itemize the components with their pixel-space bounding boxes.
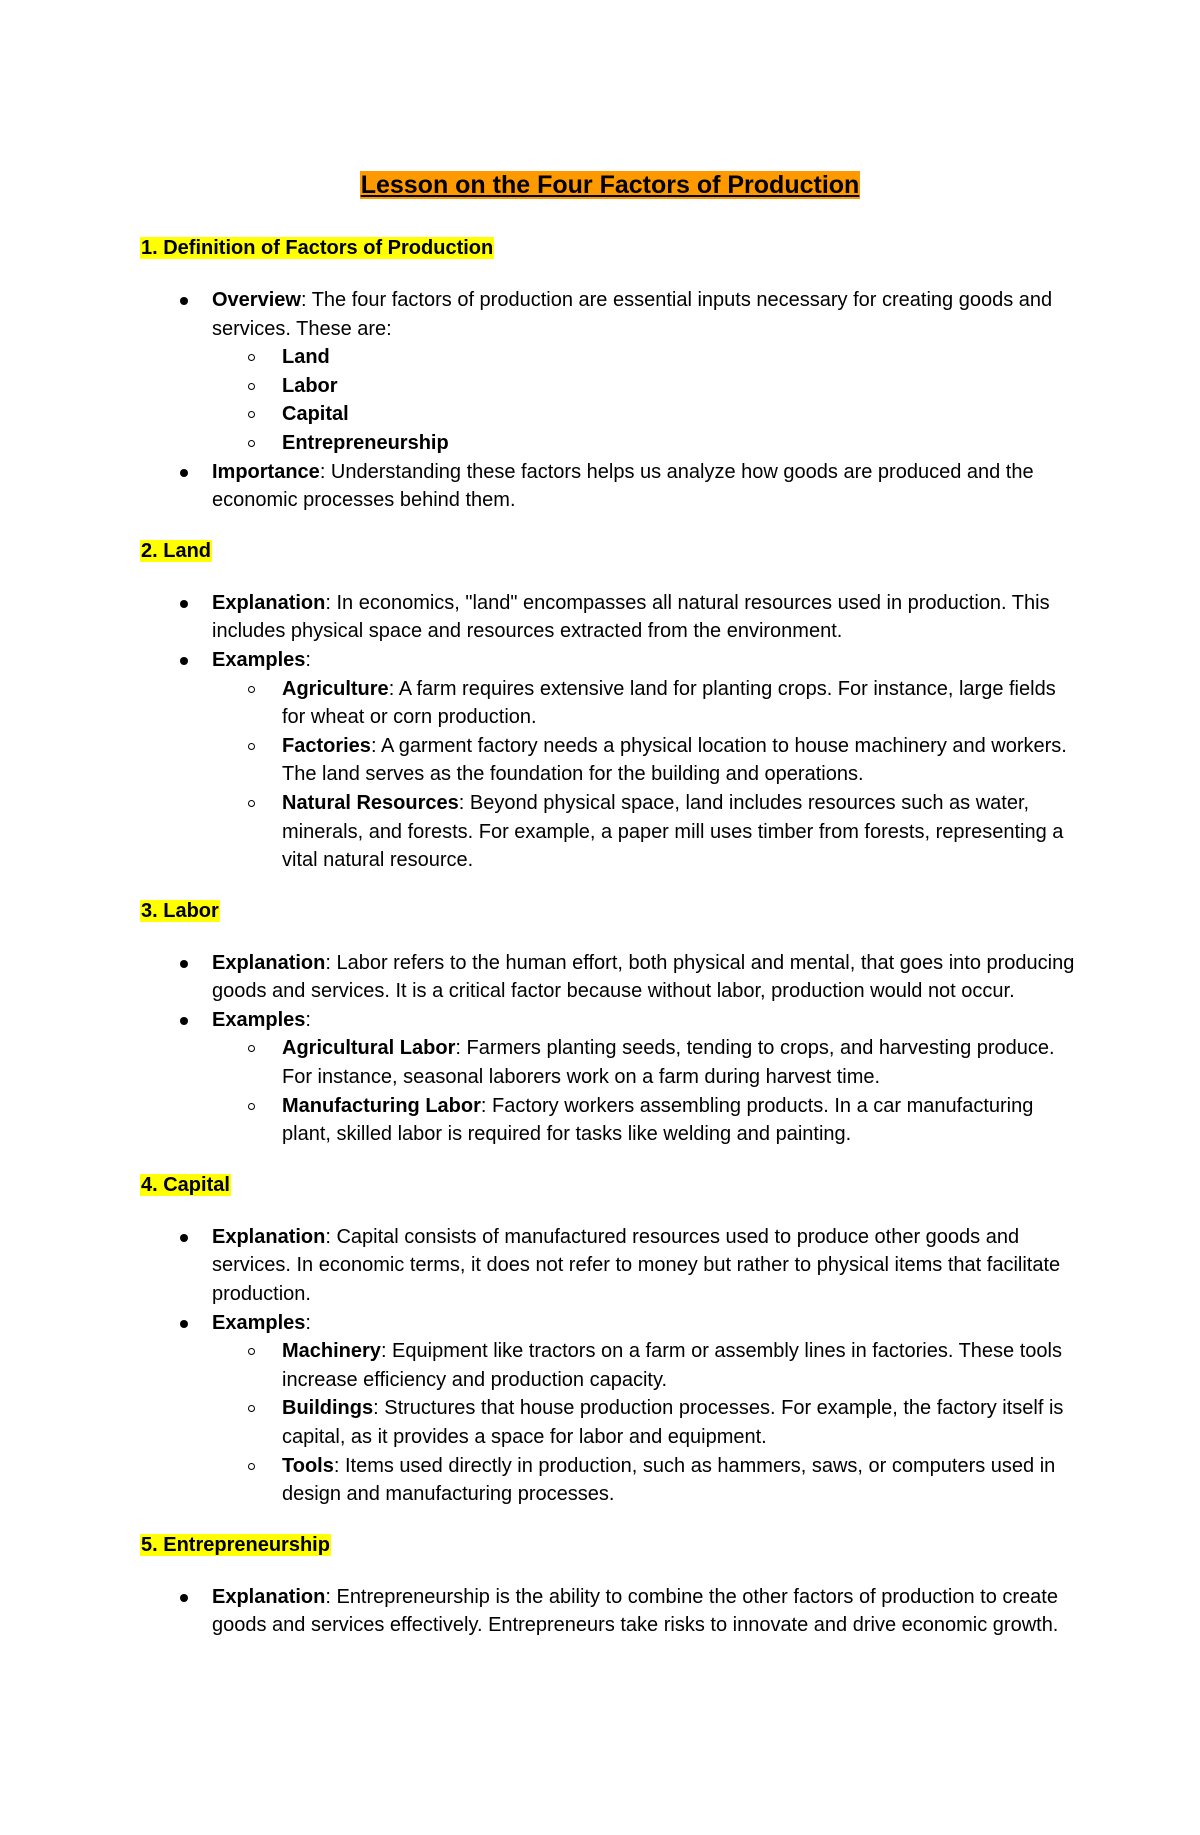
item-text: : — [305, 648, 311, 671]
section-heading-text: 5. Entrepreneurship — [141, 1533, 330, 1556]
bullet-dot-icon — [180, 469, 188, 477]
hollow-circle-icon — [248, 800, 255, 807]
sub-item-text: : Structures that house production processes. For example, the factory itself is capital, as it provides a space for labor and equipment. — [282, 1397, 1064, 1448]
bullet-dot-icon — [180, 600, 188, 608]
item-text: : — [305, 1008, 311, 1031]
bullet-dot-icon — [180, 297, 188, 305]
section-heading — [140, 537, 1080, 565]
section-heading-text: 2. Land — [141, 539, 212, 562]
hollow-circle-icon — [248, 686, 255, 693]
sub-item-text: : Farmers planting seeds, tending to crops, and harvesting produce. For instance, seasonal laborers work on a farm during harvest time. — [282, 1037, 1055, 1089]
section-heading — [140, 897, 1080, 925]
item-text: : — [305, 1311, 311, 1334]
sub-item-term: Buildings — [282, 1397, 374, 1420]
item-term: Examples — [212, 1008, 306, 1031]
list-item — [140, 646, 1080, 875]
sub-list-item — [210, 1034, 1080, 1091]
list-item — [140, 949, 1080, 1006]
document-title — [140, 168, 1080, 202]
sub-list-item — [210, 1337, 1080, 1394]
sub-item-term: Manufacturing Labor — [282, 1094, 481, 1117]
sub-item-term: Natural Resources — [282, 791, 459, 814]
item-term: Explanation — [212, 591, 326, 614]
sub-item-text: : Factory workers assembling products. In a car manufacturing plant, skilled labor is required for tasks like welding and painting. — [282, 1094, 1034, 1146]
item-text: : Capital consists of manufactured resources used to produce other goods and services. In economic terms, it does not refer to money but rather to physical items that facilitate production. — [212, 1225, 1061, 1306]
item-text: : Labor refers to the human effort, both physical and mental, that goes into producing goods and services. It is a critical factor because without labor, production would not occur. — [212, 951, 1075, 1003]
sub-list-item — [210, 400, 1080, 429]
item-text: : Understanding these factors helps us analyze how goods are produced and the economic processes behind them. — [212, 460, 1034, 512]
list-item — [140, 1583, 1080, 1640]
sub-list-item — [210, 789, 1080, 875]
sub-bullet-list — [212, 675, 1080, 875]
sub-list-item — [210, 675, 1080, 732]
item-text: : Entrepreneurship is the ability to combine the other factors of production to create goods and services effectively. Entrepreneurs take risks to innovate and drive economic growth. — [212, 1585, 1059, 1637]
list-item — [140, 1223, 1080, 1309]
sub-item-term: Entrepreneurship — [282, 431, 449, 454]
item-term: Importance — [212, 460, 320, 483]
hollow-circle-icon — [248, 383, 255, 390]
item-term: Explanation — [212, 1225, 326, 1248]
sub-item-term: Capital — [282, 403, 349, 426]
list-item — [140, 286, 1080, 458]
hollow-circle-icon — [248, 1405, 255, 1412]
bullet-list — [140, 1223, 1080, 1509]
bullet-list — [140, 286, 1080, 515]
sub-list-item — [210, 1452, 1080, 1509]
sub-list-item — [210, 1092, 1080, 1149]
sub-item-term: Agriculture — [282, 677, 389, 700]
item-term: Overview — [212, 289, 301, 311]
bullet-list — [140, 589, 1080, 875]
sub-item-text: : A garment factory needs a physical location to house machinery and workers. The land serves as the foundation for the building and operations. — [282, 734, 1067, 786]
sub-item-term: Factories — [282, 734, 371, 757]
item-text: : In economics, "land" encompasses all natural resources used in production. This includes physical space and resources extracted from the environment. — [212, 591, 1050, 643]
sub-bullet-list — [212, 343, 1080, 457]
list-item — [140, 1006, 1080, 1149]
section-heading — [140, 1171, 1080, 1199]
item-term: Explanation — [212, 1585, 326, 1608]
sub-item-text: : A farm requires extensive land for planting crops. For instance, large fields for wheat or corn production. — [282, 677, 1056, 729]
hollow-circle-icon — [248, 354, 255, 361]
bullet-list — [140, 949, 1080, 1149]
bullet-list — [140, 1583, 1080, 1640]
list-item — [140, 589, 1080, 646]
sub-bullet-list — [212, 1337, 1080, 1509]
item-text: : The four factors of production are essential inputs necessary for creating goods and services. These are: — [212, 289, 1053, 340]
section-heading-text: 4. Capital — [141, 1173, 230, 1196]
bullet-dot-icon — [180, 960, 188, 968]
section-heading — [140, 1531, 1080, 1559]
sub-list-item — [210, 429, 1080, 458]
sub-list-item — [210, 732, 1080, 789]
sub-item-text: : Equipment like tractors on a farm or assembly lines in factories. These tools increase efficiency and production capacity. — [282, 1340, 1062, 1391]
bullet-dot-icon — [180, 1320, 188, 1328]
list-item — [140, 1309, 1080, 1509]
bullet-dot-icon — [180, 1594, 188, 1602]
document-title-text: Lesson on the Four Factors of Production — [360, 171, 860, 199]
sub-item-text: : Beyond physical space, land includes resources such as water, minerals, and forests. For example, a paper mill uses timber from forests, representing a vital natural resource. — [282, 791, 1064, 872]
hollow-circle-icon — [248, 1045, 255, 1052]
sub-item-term: Agricultural Labor — [282, 1037, 456, 1060]
sub-item-text: : Items used directly in production, such as hammers, saws, or computers used in design and manufacturing processes. — [282, 1454, 1056, 1506]
item-term: Examples — [212, 648, 306, 671]
sub-item-term: Land — [282, 346, 330, 369]
document-page — [140, 160, 1080, 1662]
hollow-circle-icon — [248, 1103, 255, 1110]
section-heading-text: 1. Definition of Factors of Production — [141, 237, 494, 259]
bullet-dot-icon — [180, 657, 188, 665]
sub-item-term: Labor — [282, 374, 338, 397]
hollow-circle-icon — [248, 743, 255, 750]
section-heading — [140, 234, 1080, 262]
hollow-circle-icon — [248, 411, 255, 418]
sub-item-term: Machinery — [282, 1340, 381, 1363]
bullet-dot-icon — [180, 1234, 188, 1242]
hollow-circle-icon — [248, 440, 255, 447]
sub-list-item — [210, 343, 1080, 372]
sub-item-term: Tools — [282, 1454, 334, 1477]
list-item — [140, 458, 1080, 515]
bullet-dot-icon — [180, 1017, 188, 1025]
hollow-circle-icon — [248, 1463, 255, 1470]
section-heading-text: 3. Labor — [141, 899, 219, 922]
sub-list-item — [210, 372, 1080, 401]
hollow-circle-icon — [248, 1348, 255, 1355]
sections-container — [140, 234, 1080, 1640]
item-term: Examples — [212, 1311, 306, 1334]
sub-list-item — [210, 1394, 1080, 1451]
sub-bullet-list — [212, 1034, 1080, 1148]
item-term: Explanation — [212, 951, 326, 974]
